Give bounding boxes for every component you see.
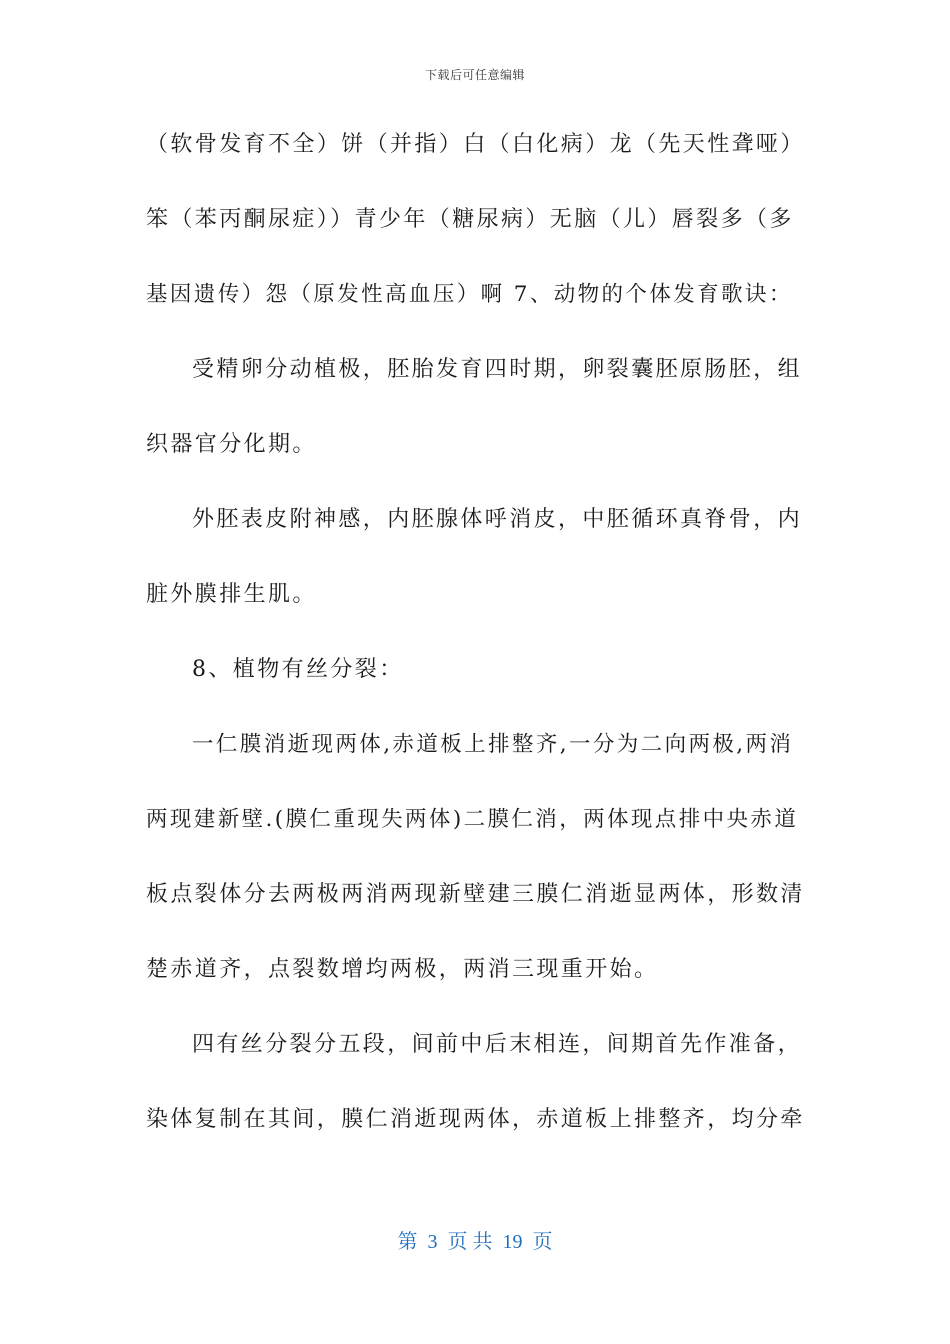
- text-line-13: 四有丝分裂分五段，间前中后末相连，间期首先作准备，: [192, 1032, 803, 1057]
- text-line-9: 一仁膜消逝现两体,赤道板上排整齐,一分为二向两极,两消: [192, 732, 794, 757]
- text-line-4: 受精卵分动植极，胚胎发育四时期，卵裂囊胚原肠胚，组: [192, 357, 803, 382]
- text-line-5: 织器官分化期。: [146, 432, 317, 457]
- text-line-3: 基因遗传）怨（原发性高血压）啊 7、动物的个体发育歌诀：: [146, 282, 793, 307]
- text-line-12: 楚赤道齐，点裂数增均两极，两消三现重开始。: [146, 957, 659, 982]
- page-number-footer: 第 3 页 共 19 页: [397, 1231, 553, 1253]
- text-line-1: （软骨发育不全）饼（并指）白（白化病）龙（先天性聋哑）: [146, 132, 805, 157]
- page-header: 下载后可任意编辑: [424, 68, 525, 82]
- text-line-2: 笨（苯丙酮尿症））青少年（糖尿病）无脑（儿）唇裂多（多: [146, 207, 794, 232]
- text-line-7: 脏外膜排生肌。: [146, 582, 317, 607]
- text-line-11: 板点裂体分去两极两消两现新壁建三膜仁消逝显两体，形数清: [146, 882, 805, 907]
- text-line-10: 两现建新壁.(膜仁重现失两体)二膜仁消，两体现点排中央赤道: [146, 807, 799, 832]
- text-line-6: 外胚表皮附神感，内胚腺体呼消皮，中胚循环真脊骨，内: [192, 507, 803, 532]
- text-line-8: 8、植物有丝分裂：: [192, 657, 404, 682]
- text-line-14: 染体复制在其间，膜仁消逝现两体，赤道板上排整齐，均分牵: [146, 1107, 805, 1132]
